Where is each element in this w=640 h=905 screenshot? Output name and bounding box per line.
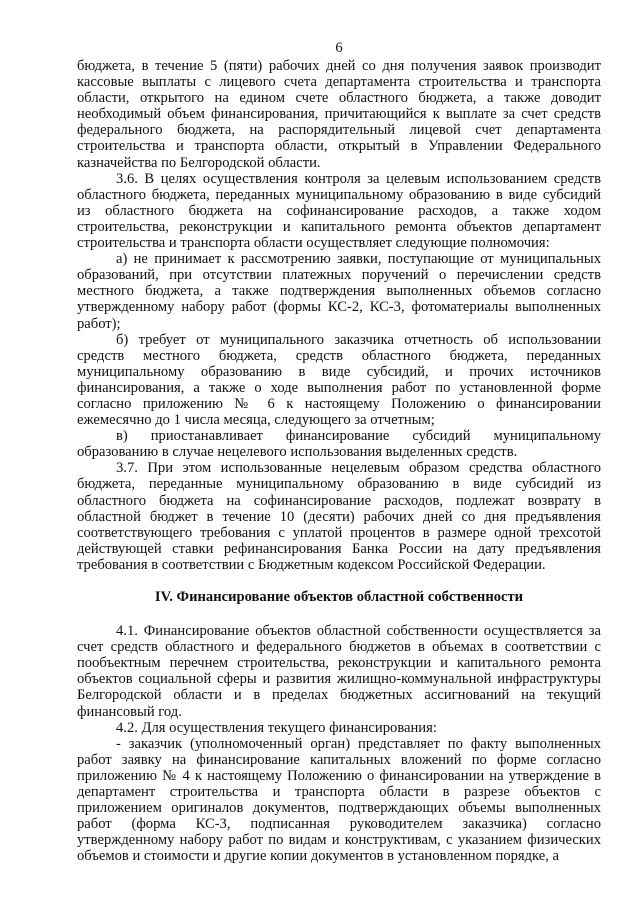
page-number: 6 xyxy=(335,40,343,56)
paragraph-customer-request: - заказчик (уполномоченный орган) представляет по факту выполненных работ заявку на финансирование капитальных вложений по форме согласно приложению № 4 к настоящему Положению о финансировании на утверждение в департамент строительства и транспорта области в разрезе объектов с приложением оригиналов документов, подтверждающих объемы выполненных работ (форма КС-3, подписанная руководителем заказчика) согласно утвержденному набору работ по видам и конструктивам, с указанием физических объемов и стоимости и другие копии документов в установленном порядке, а xyxy=(77,735,601,865)
paragraph-3-7: 3.7. При этом использованные нецелевым образом средства областного бюджета, переданные муниципальному образованию в виде субсидий из областного бюджета на софинансирование расходов, подлежат возврату в областной бюджет в течение 10 (десяти) рабочих дней со дня предъявления соответствующего требования с уплатой процентов в размере одной трехсотой действующей ставки рефинансирования Банка России на дату предъявления требования в соответствии с Бюджетным кодексом Российской Федерации. xyxy=(77,460,601,573)
paragraph-continuation: бюджета, в течение 5 (пяти) рабочих дней со дня получения заявок производит кассовые выплаты с лицевого счета департамента строительства и транспорта области, открытого на едином счете областного бюджета, а также доводит необходимый объем финансирования, причитающийся к выплате за счет средств федерального бюджета, на распорядительный лицевой счет департамента строительства и транспорта области, открытый в Управлении Федерального казначейства по Белгородской области. xyxy=(77,58,601,171)
section-title: IV. Финансирование объектов областной собственности xyxy=(154,589,524,605)
paragraph-4-2: 4.2. Для осуществления текущего финансирования: xyxy=(116,719,437,736)
paragraph-3-6: 3.6. В целях осуществления контроля за целевым использованием средств областного бюджета, переданных муниципальному образованию в виде субсидий из областного бюджета на софинансирование расходов, а также ходом строительства, реконструкции и капитального ремонта объектов департамент строительства и транспорта области осуществляет следующие полномочия: xyxy=(77,170,601,252)
document-page xyxy=(77,0,601,865)
paragraph-item-v: в) приостанавливает финансирование субсидий муниципальному образованию в случае нецелевого использования выделенных средств. xyxy=(77,428,601,461)
paragraph-item-b: б) требует от муниципального заказчика отчетность об использовании средств местного бюджета, средств областного бюджета, переданных муниципальному образованию в виде субсидий, и прочих источников финансирования, а также о ходе выполнения работ по установленной форме согласно приложению № 6 к настоящему Положению о финансировании ежемесячно до 1 числа месяца, следующего за отчетным; xyxy=(77,331,601,429)
paragraph-4-1: 4.1. Финансирование объектов областной собственности осуществляется за счет средств областного и федерального бюджетов в объемах в соответствии с пообъектным перечнем строительства, реконструкции и капитального ремонта объектов социальной сферы и развития жилищно-коммунальной инфраструктуры Белгородской области и в пределах бюджетных ассигнований на текущий финансовый год. xyxy=(77,623,601,720)
paragraph-item-a: а) не принимает к рассмотрению заявки, поступающие от муниципальных образований, при отсутствии платежных поручений о перечислении средств местного бюджета, а также подтверждения выполненных объемов согласно утвержденному набору работ (формы КС-2, КС-3, фотоматериалы выполненных работ); xyxy=(77,251,601,332)
